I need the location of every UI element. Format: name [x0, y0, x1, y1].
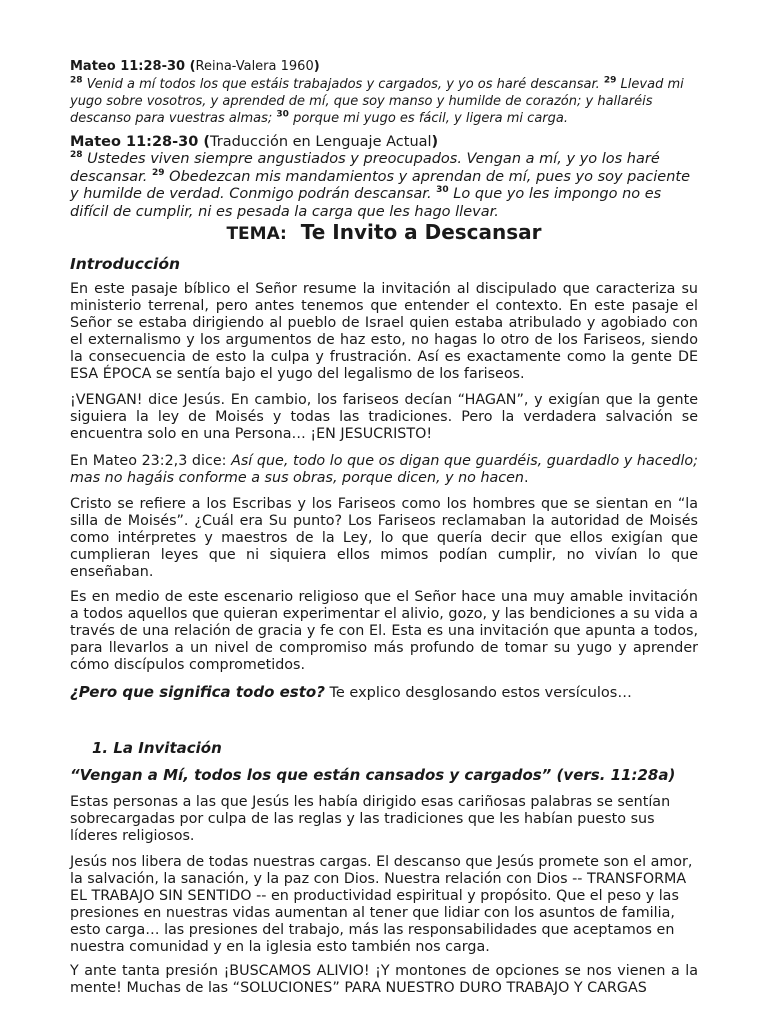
- reference-rv1960-text: [70, 76, 698, 127]
- paragraph-end: .: [524, 470, 529, 486]
- reference-version: Traducción en Lenguaje Actual: [210, 134, 432, 150]
- verse-text: Venid a mí todos los que estáis trabajados y cargados, y yo os haré descansar.: [82, 77, 604, 92]
- verse-number: 30: [436, 185, 449, 196]
- reference-version: Reina-Valera 1960: [195, 59, 314, 74]
- sermon-title-text: Te Invito a Descansar: [300, 220, 542, 244]
- verse-text: Ustedes viven siempre angustiados y preocupados. Vengan a mí, y yo los haré descansar.: [70, 151, 660, 185]
- paragraph-intro: En este pasaje bíblico el Señor resume la invitación al discipulado que caracteriza su ministerio terrenal, pero antes tenemos que entender el contexto. En este pasaje el Señor se estaba dirigiendo al pueblo de Israel quien estaba atribulado y agobiado con el externalismo y los argumentos de haz esto, no hagas lo otro de los Fariseos, siendo la consecuencia de esto la culpa y frustración. Así es exactamente como la gente DE ESA ÉPOCA se sentía bajo el yugo del legalismo de los fariseos.: [70, 281, 698, 382]
- paragraph-mateo-23: [70, 453, 698, 487]
- section-verse: “Vengan a Mí, todos los que están cansados y cargados” (vers. 11:28a): [70, 766, 676, 784]
- section-heading-invitacion: 1. La Invitación: [92, 739, 222, 757]
- verse-number: 29: [152, 167, 165, 178]
- reference-title-close: ): [431, 134, 439, 150]
- question-bold: ¿Pero que significa todo esto?: [70, 683, 325, 701]
- verse-number: 30: [276, 109, 289, 120]
- verse-text: Lo que yo les impongo no es difícil de cumplir, ni es pesada la carga que les hago llevar.: [70, 186, 662, 220]
- reference-tla-text: [70, 151, 698, 221]
- verse-number: 29: [603, 75, 617, 86]
- paragraph-cargas: Jesús nos libera de todas nuestras cargas. El descanso que Jesús promete son el amor, la salvación, la sanación, y la paz con Dios. Nuestra relación con Dios -- TRANSFORMA EL TRABAJO SIN SENTIDO -- en productividad espiritual y propósito. Que el peso y las presiones en nuestras vidas aumentan al tener que lidiar con los asuntos de familia, esto carga… las presiones del trabajo, más las responsabilidades que aceptamos en nuestra comunidad y en la iglesia esto también nos carga.: [70, 854, 693, 955]
- reference-title-bold: Mateo 11:28-30 (: [70, 59, 196, 74]
- verse-text: porque mi yugo es fácil, y ligera mi carga.: [288, 111, 568, 126]
- paragraph-escribas: Cristo se refiere a los Escribas y los Fariseos como los hombres que se sientan en “la silla de Moisés”. ¿Cuál era Su punto? Los Fariseos reclamaban la autoridad de Moisés como intérpretes y maestros de la Ley, lo que quería decir que ellos exigían que cumplieran leyes que ni siquiera ellos mimos podían cumplir, no vivían lo que enseñaban.: [70, 496, 698, 580]
- sermon-title-label: TEMA:: [226, 224, 287, 244]
- reference-title-close: ): [313, 59, 320, 74]
- sermon-title: [0, 219, 768, 247]
- intro-heading: Introducción: [70, 255, 181, 273]
- scripture-quote: Así que, todo lo que os digan que guardéis, guardadlo y hacedlo; mas no hagáis conforme a sus obras, porque dicen, y no hacen: [70, 453, 698, 486]
- paragraph-vengan: ¡VENGAN! dice Jesús. En cambio, los fariseos decían “HAGAN”, y exigían que la gente siguiera la ley de Moisés y todas las tradiciones. Pero la verdadera salvación se encuentra solo en una Persona… ¡EN JESUCRISTO!: [70, 392, 698, 442]
- verse-text: Llevad mi yugo sobre vosotros, y aprended de mí, que soy manso y humilde de corazón; y hallaréis descanso para vuestras almas;: [70, 77, 684, 126]
- question-rest: Te explico desglosando estos versículos…: [324, 685, 632, 701]
- reference-title-bold: Mateo 11:28-30 (: [70, 134, 211, 150]
- paragraph-lead: En Mateo 23:2,3 dice:: [70, 453, 232, 469]
- verse-number: 28: [70, 150, 83, 161]
- verse-number: 28: [70, 75, 83, 86]
- verse-text: Obedezcan mis mandamientos y aprendan de mí, pues yo soy paciente y humilde de verdad. Conmigo podrán descansar.: [70, 168, 690, 202]
- paragraph-alivio: Y ante tanta presión ¡BUSCAMOS ALIVIO! ¡Y montones de opciones se nos vienen a la mente! Muchas de las “SOLUCIONES” PARA NUESTRO DURO TRABAJO Y CARGAS: [70, 963, 698, 996]
- paragraph-invitacion: Es en medio de este escenario religioso que el Señor hace una muy amable invitación a todos aquellos que quieran experimentar el alivio, gozo, y las bendiciones a su vida a través de una relación de gracia y fe con El. Esta es una invitación que apunta a todos, para llevarlos a un nivel de compromiso más profundo de tomar su yugo y aprender cómo discípulos comprometidos.: [70, 589, 698, 673]
- reference-rv1960-title: [70, 58, 698, 75]
- reference-tla-title: [70, 134, 698, 151]
- question-line: [70, 682, 698, 703]
- paragraph-personas: Estas personas a las que Jesús les había dirigido esas cariñosas palabras se sentían sobrecargadas por culpa de las reglas y las tradiciones que les habían puesto sus líderes religiosos.: [70, 794, 671, 844]
